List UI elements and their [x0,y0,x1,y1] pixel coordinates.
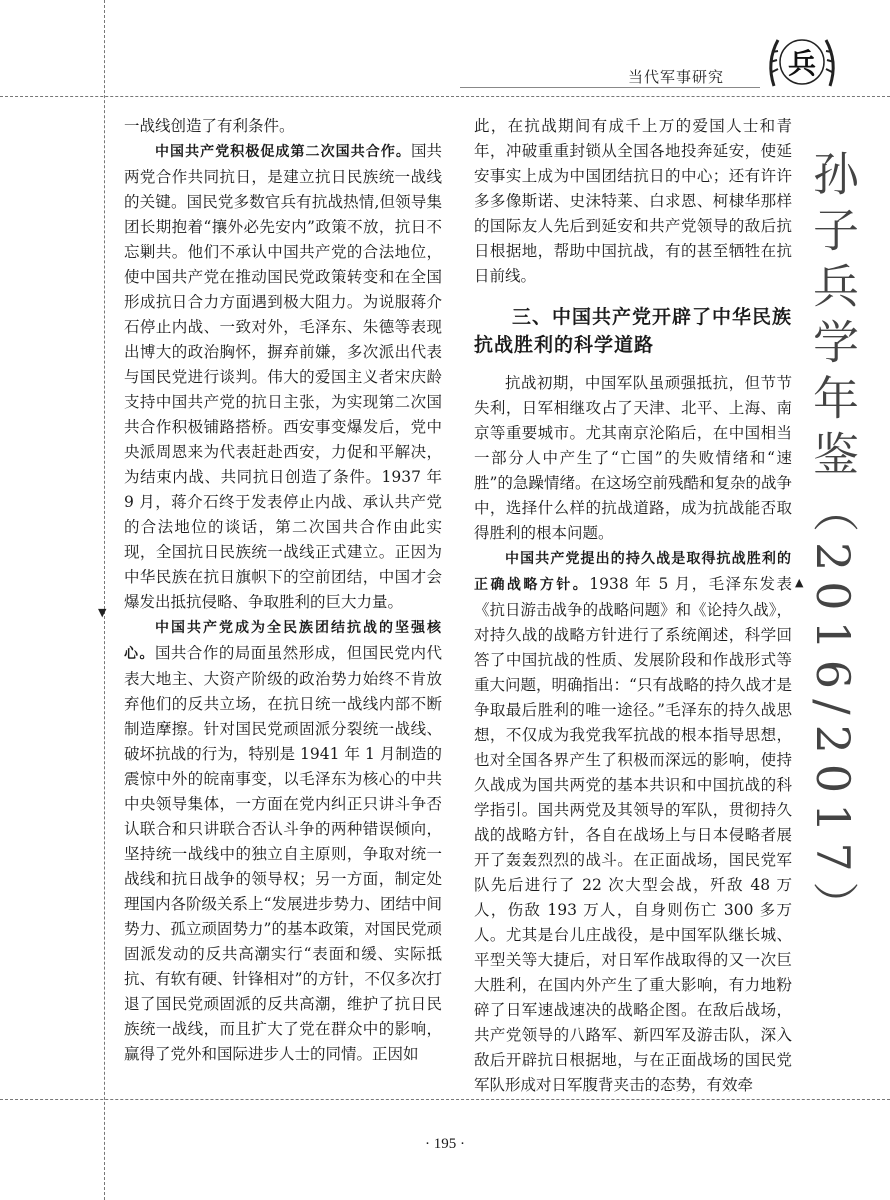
page-number: · 195 · [425,1136,465,1152]
paragraph-lead: 中国共产党积极促成第二次国共合作。 [155,144,411,160]
cut-line-top [0,96,890,97]
paragraph [474,546,792,1098]
paragraph: 此，在抗战期间有成千上万的爱国人士和青年，冲破重重封锁从全国各地投奔延安，使延安事实上成为中国团结抗日的中心；还有许许多多像斯诺、史沫特莱、白求恩、柯棣华那样的国际友人先后到延安和共产党领导的敌后抗日根据地，帮助中国抗战，有的甚至牺牲在抗日前线。 [474,117,792,285]
marker-down-icon: ▼ [98,606,107,619]
journal-name: 当代军事研究 [628,68,725,86]
paragraph [124,615,442,1067]
marker-up-icon: ▲ [795,576,804,589]
paragraph-body: 国共合作的局面虽然形成，但国民党内代表大地主、大资产阶级的政治势力始终不肯放弃他们的反共立场，在抗日统一战线内部不断制造摩擦。针对国民党顽固派分裂统一战线、破坏抗战的行为，特别是 1941 年 1 月制造的震惊中外的皖南事变，以毛泽东为核心的中共中央领导集体，一方面在党内纠正只讲斗争否认联合和只讲联合否认斗争的两种错误倾向，坚持统一战线中的独立自主原则，争取对统一战线和抗日战争的领导权；另一方面，制定处理国内各阶级关系上“发展进步势力、团结中间势力、孤立顽固势力”的基本政策，对国民党顽固派发动的反共高潮实行“表面和缓、实际抵抗、有软有硬、针锋相对”的方针，不仅多次打退了国民党顽固派的反共高潮，维护了抗日民族统一战线，而且扩大了党在群众中的影响，赢得了党外和国际进步人士的同情。正因如 [124,644,442,1063]
header-rule [460,87,760,88]
cut-line-left [104,0,105,1200]
right-column [474,114,792,1098]
paragraph: 一战线创造了有利条件。 [124,117,295,135]
section-title: 三、中国共产党开辟了中华民族抗战胜利的科学道路 [474,306,793,356]
paragraph-lead: 中国共产党成为全民族团结抗战的坚强核心。 [124,620,442,662]
logo-glyph: 兵 [787,47,817,80]
paragraph [124,139,442,615]
journal-logo [764,28,840,98]
paragraph-body: 1938 年 5 月，毛泽东发表《抗日游击战争的战略问题》和《论持久战》，对持久战的战略方针进行了系统阐述，科学回答了中国抗战的性质、发展阶段和作战形式等重大问题，明确指出：“只有战略的持久战才是争取最后胜利的唯一途径。”毛泽东的持久战思想，不仅成为我党我军抗战的根本指导思想，也对全国各界产生了积极而深远的影响，使持久战成为国共两党的基本共识和中国抗战的科学指引。国共两党及其领导的军队，贯彻持久战的战略方针，各自在战场上与日本侵略者展开了轰轰烈烈的战斗。在正面战场，国民党军队先后进行了 22 次大型会战，歼敌 48 万人，伤敌 193 万人，自身则伤亡 300 多万人。尤其是台儿庄战役，是中国军队继长城、平型关等大捷后，对日军作战取得的又一次巨大胜利，在国内外产生了重大影响，有力地粉碎了日军速战速决的战略企图。在敌后战场，共产党领导的八路军、新四军及游击队，深入敌后开辟抗日根据地，与在正面战场的国民党军队形成对日军腹背夹击的态势，有效牵 [474,575,793,1094]
paragraph-lead: 中国共产党提出的持久战是取得抗战胜利的正确战略方针。 [474,551,792,593]
cut-line-bottom [0,1099,890,1100]
paragraph-body: 国共两党合作共同抗日，是建立抗日民族统一战线的关键。国民党多数官兵有抗战热情,但领导集团长期抱着“攘外必先安内”政策不放，抗日不忘剿共。他们不承认中国共产党的合法地位，使中国共产党在推动国民党政策转变和在全国形成抗日合力方面遇到极大阻力。为说服蒋介石停止内战、一致对外，毛泽东、朱德等表现出博大的政治胸怀，摒弃前嫌，多次派出代表与国民党进行谈判。伟大的爱国主义者宋庆龄支持中国共产党的抗日主张，为实现第二次国共合作积极铺路搭桥。西安事变爆发后，党中央派周恩来为代表赶赴西安，力促和平解决，为结束内战、共同抗日创造了条件。1937 年 9 月，蒋介石终于发表停止内战、承认共产党的合法地位的谈话，第二次国共合作由此实现，全国抗日民族统一战线正式建立。正因为中华民族在抗日旗帜下的空前团结，中国才会爆发出抵抗侵略、争取胜利的巨大力量。 [124,142,442,611]
paragraph: 抗战初期，中国军队虽顽强抵抗，但节节失利，日军相继攻占了天津、北平、上海、南京等重要城市。尤其南京沦陷后，在中国相当一部分人中产生了“亡国”的失败情绪和“速胜”的急躁情绪。在这场空前残酷和复杂的战争中，选择什么样的抗战道路，成为抗战能否取得胜利的根本问题。 [474,374,792,542]
side-title: 孙子兵学年鉴（2016/2017） [806,150,860,938]
left-column [124,114,442,1067]
